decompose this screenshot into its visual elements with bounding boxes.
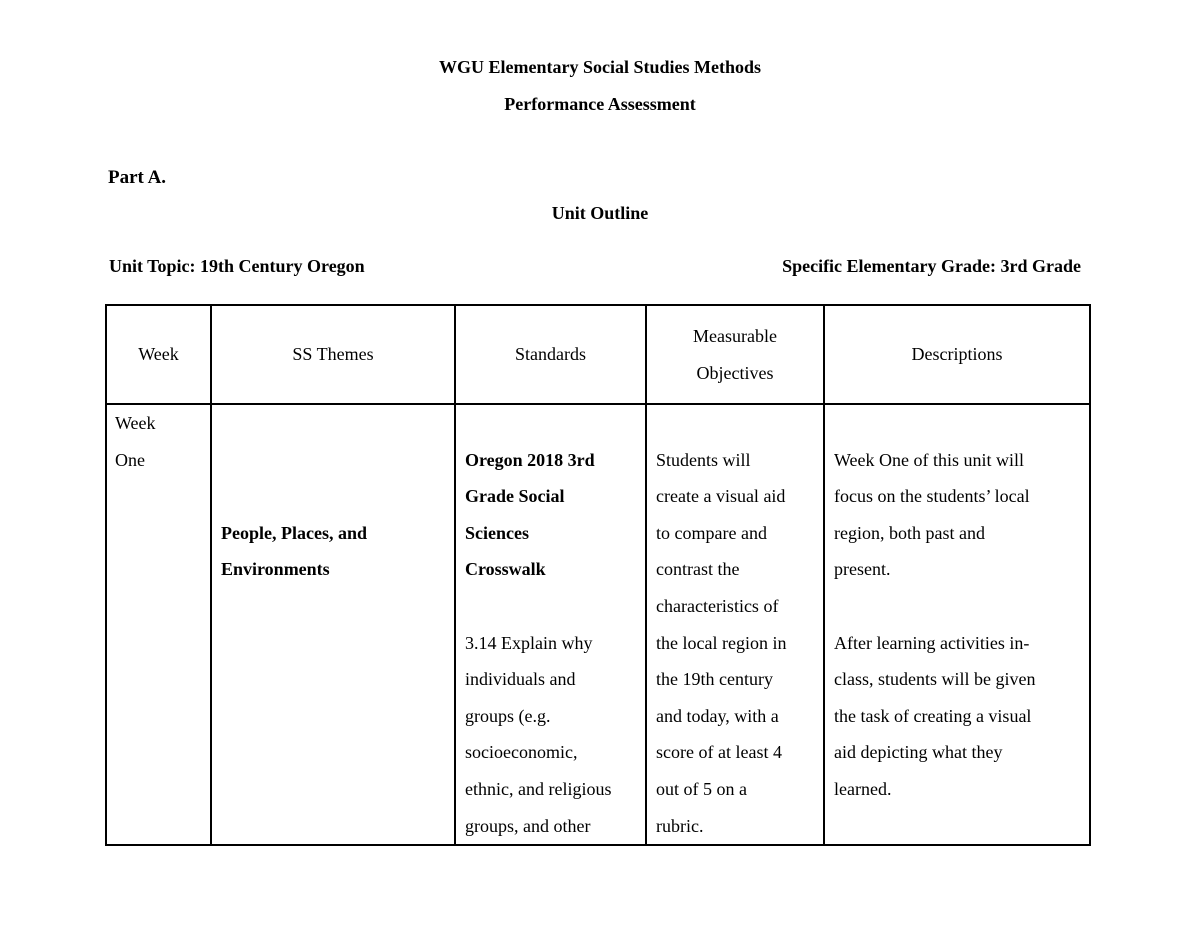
description-line: aid depicting what they [834,742,1003,763]
header-descriptions: Descriptions [824,305,1090,404]
standards-line: groups, and other [465,815,591,836]
objective-line: contrast the [656,559,740,580]
part-label: Part A. [108,167,167,188]
standards-line: individuals and [465,669,576,690]
standards-line: groups (e.g. [465,705,551,726]
objective-line: the 19th century [656,669,773,690]
unit-outline-table [105,304,1091,846]
description-line: the task of creating a visual [834,705,1032,726]
cell-theme [211,404,455,845]
objective-line: Students will [656,449,751,470]
standards-heading-line: Crosswalk [465,559,546,580]
standards-line: ethnic, and religious [465,778,612,799]
cell-week [106,404,211,845]
standards-heading-line: Grade Social [465,486,565,507]
objective-line: create a visual aid [656,486,786,507]
objective-line: score of at least 4 [656,742,782,763]
grade-level: Specific Elementary Grade: 3rd Grade [782,256,1081,276]
table-header-row [106,305,1090,404]
document-title: WGU Elementary Social Studies Methods [439,57,761,77]
header-week: Week [106,305,211,404]
description-line: present. [834,559,891,580]
objective-line: and today, with a [656,705,779,726]
theme-line: People, Places, and [221,522,367,543]
objective-line: the local region in [656,632,787,653]
description-line: focus on the students’ local [834,486,1030,507]
description-line: After learning activities in- [834,632,1030,653]
document-subtitle: Performance Assessment [504,94,696,114]
header-ss-themes: SS Themes [211,305,455,404]
header-objectives-line: Objectives [696,362,774,383]
standards-line: 3.14 Explain why [465,632,593,653]
description-line: Week One of this unit will [834,449,1025,470]
objective-line: to compare and [656,522,767,543]
cell-standards [455,404,646,845]
standards-line: socioeconomic, [465,742,578,763]
objective-line: characteristics of [656,595,779,616]
standards-heading-line: Sciences [465,522,529,543]
week-line: One [115,449,145,470]
week-line: Week [115,413,156,433]
section-title: Unit Outline [551,203,649,223]
header-standards: Standards [455,305,646,404]
unit-topic: Unit Topic: 19th Century Oregon [109,256,365,276]
cell-objectives [646,404,824,845]
description-line: learned. [834,778,892,799]
cell-description [824,404,1090,845]
header-objectives [646,305,824,404]
standards-heading-line: Oregon 2018 3rd [465,449,595,470]
objective-line: out of 5 on a [656,778,747,799]
description-line: region, both past and [834,522,985,543]
table-row [106,404,1090,845]
description-line: class, students will be given [834,669,1036,690]
header-objectives-line: Measurable [693,325,777,346]
objective-line: rubric. [656,815,704,836]
theme-line: Environments [221,559,330,580]
